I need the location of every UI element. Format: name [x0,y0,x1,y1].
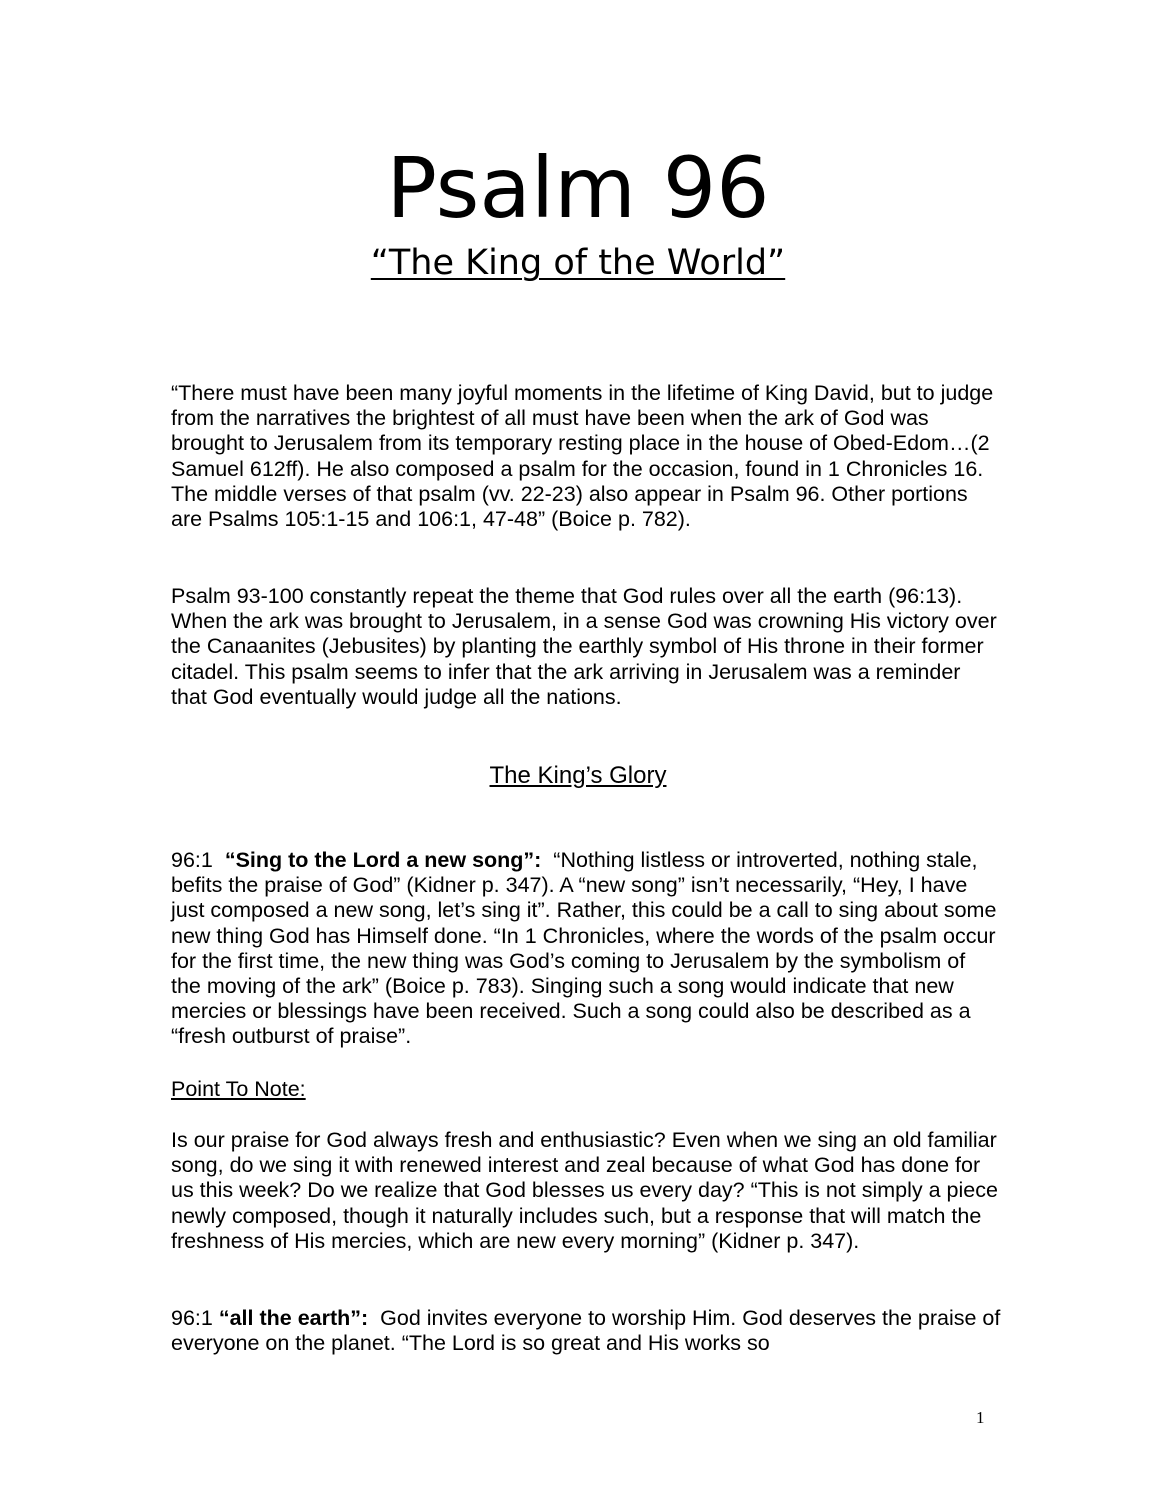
verse-reference: 96:1 [171,848,213,872]
section-heading: The King’s Glory [489,762,667,789]
verse-commentary-text: God invites everyone to worship Him. God deserves the praise of everyone on the planet. “The Lord is so great and His works so [171,1306,1001,1356]
verse-phrase: “all the earth”: [218,1306,369,1330]
verse-commentary [171,848,1001,1050]
point-to-note-label: Point To Note: [171,1077,306,1101]
verse-commentary-text: “Nothing listless or introverted, nothing stale, befits the praise of God” (Kidner p. 347). A “new song” isn’t necessarily, “Hey, I have just composed a new song, let’s sing it”. Rather, this could be a call to sing about some new thing God has Himself done. “In 1 Chronicles, where the words of the psalm occur for the first time, the new thing was God’s coming to Jerusalem by the symbolism of the moving of the ark” (Boice p. 783). Singing such a song would indicate that new mercies or blessings have been received. Such a song could also be described as a “fresh outburst of praise”. [171,848,997,1049]
point-to-note-text: Is our praise for God always fresh and enthusiastic? Even when we sing an old familiar song, do we sing it with renewed interest and zeal because of what God has done for us this week? Do we realize that God blesses us every day? “This is not simply a piece newly composed, though it naturally includes such, but a response that will match the freshness of His mercies, which are new every morning” (Kidner p. 347). [171,1128,998,1253]
intro-paragraph: Psalm 93-100 constantly repeat the theme that God rules over all the earth (96:13). When the ark was brought to Jerusalem, in a sense God was crowning His victory over the Canaanites (Jebusites) by planting the earthly symbol of His throne in their former citadel. This psalm seems to infer that the ark arriving in Jerusalem was a reminder that God eventually would judge all the nations. [171,584,997,709]
page-subtitle: “The King of the World” [370,243,786,283]
intro-paragraph: “There must have been many joyful moments in the lifetime of King David, but to judge from the narratives the brightest of all must have been when the ark of God was brought to Jerusalem from its temporary resting place in the house of Obed-Edom…(2 Samuel 612ff). He also composed a psalm for the occasion, found in 1 Chronicles 16. The middle verses of that psalm (vv. 22-23) also appear in Psalm 96. Other portions are Psalms 105:1-15 and 106:1, 47-48” (Boice p. 782). [171,381,994,532]
page-title: Psalm 96 [386,139,770,237]
verse-phrase: “Sing to the Lord a new song”: [224,848,542,872]
verse-reference: 96:1 [171,1306,213,1330]
verse-commentary [171,1306,1001,1356]
page-number: 1 [976,1408,985,1427]
